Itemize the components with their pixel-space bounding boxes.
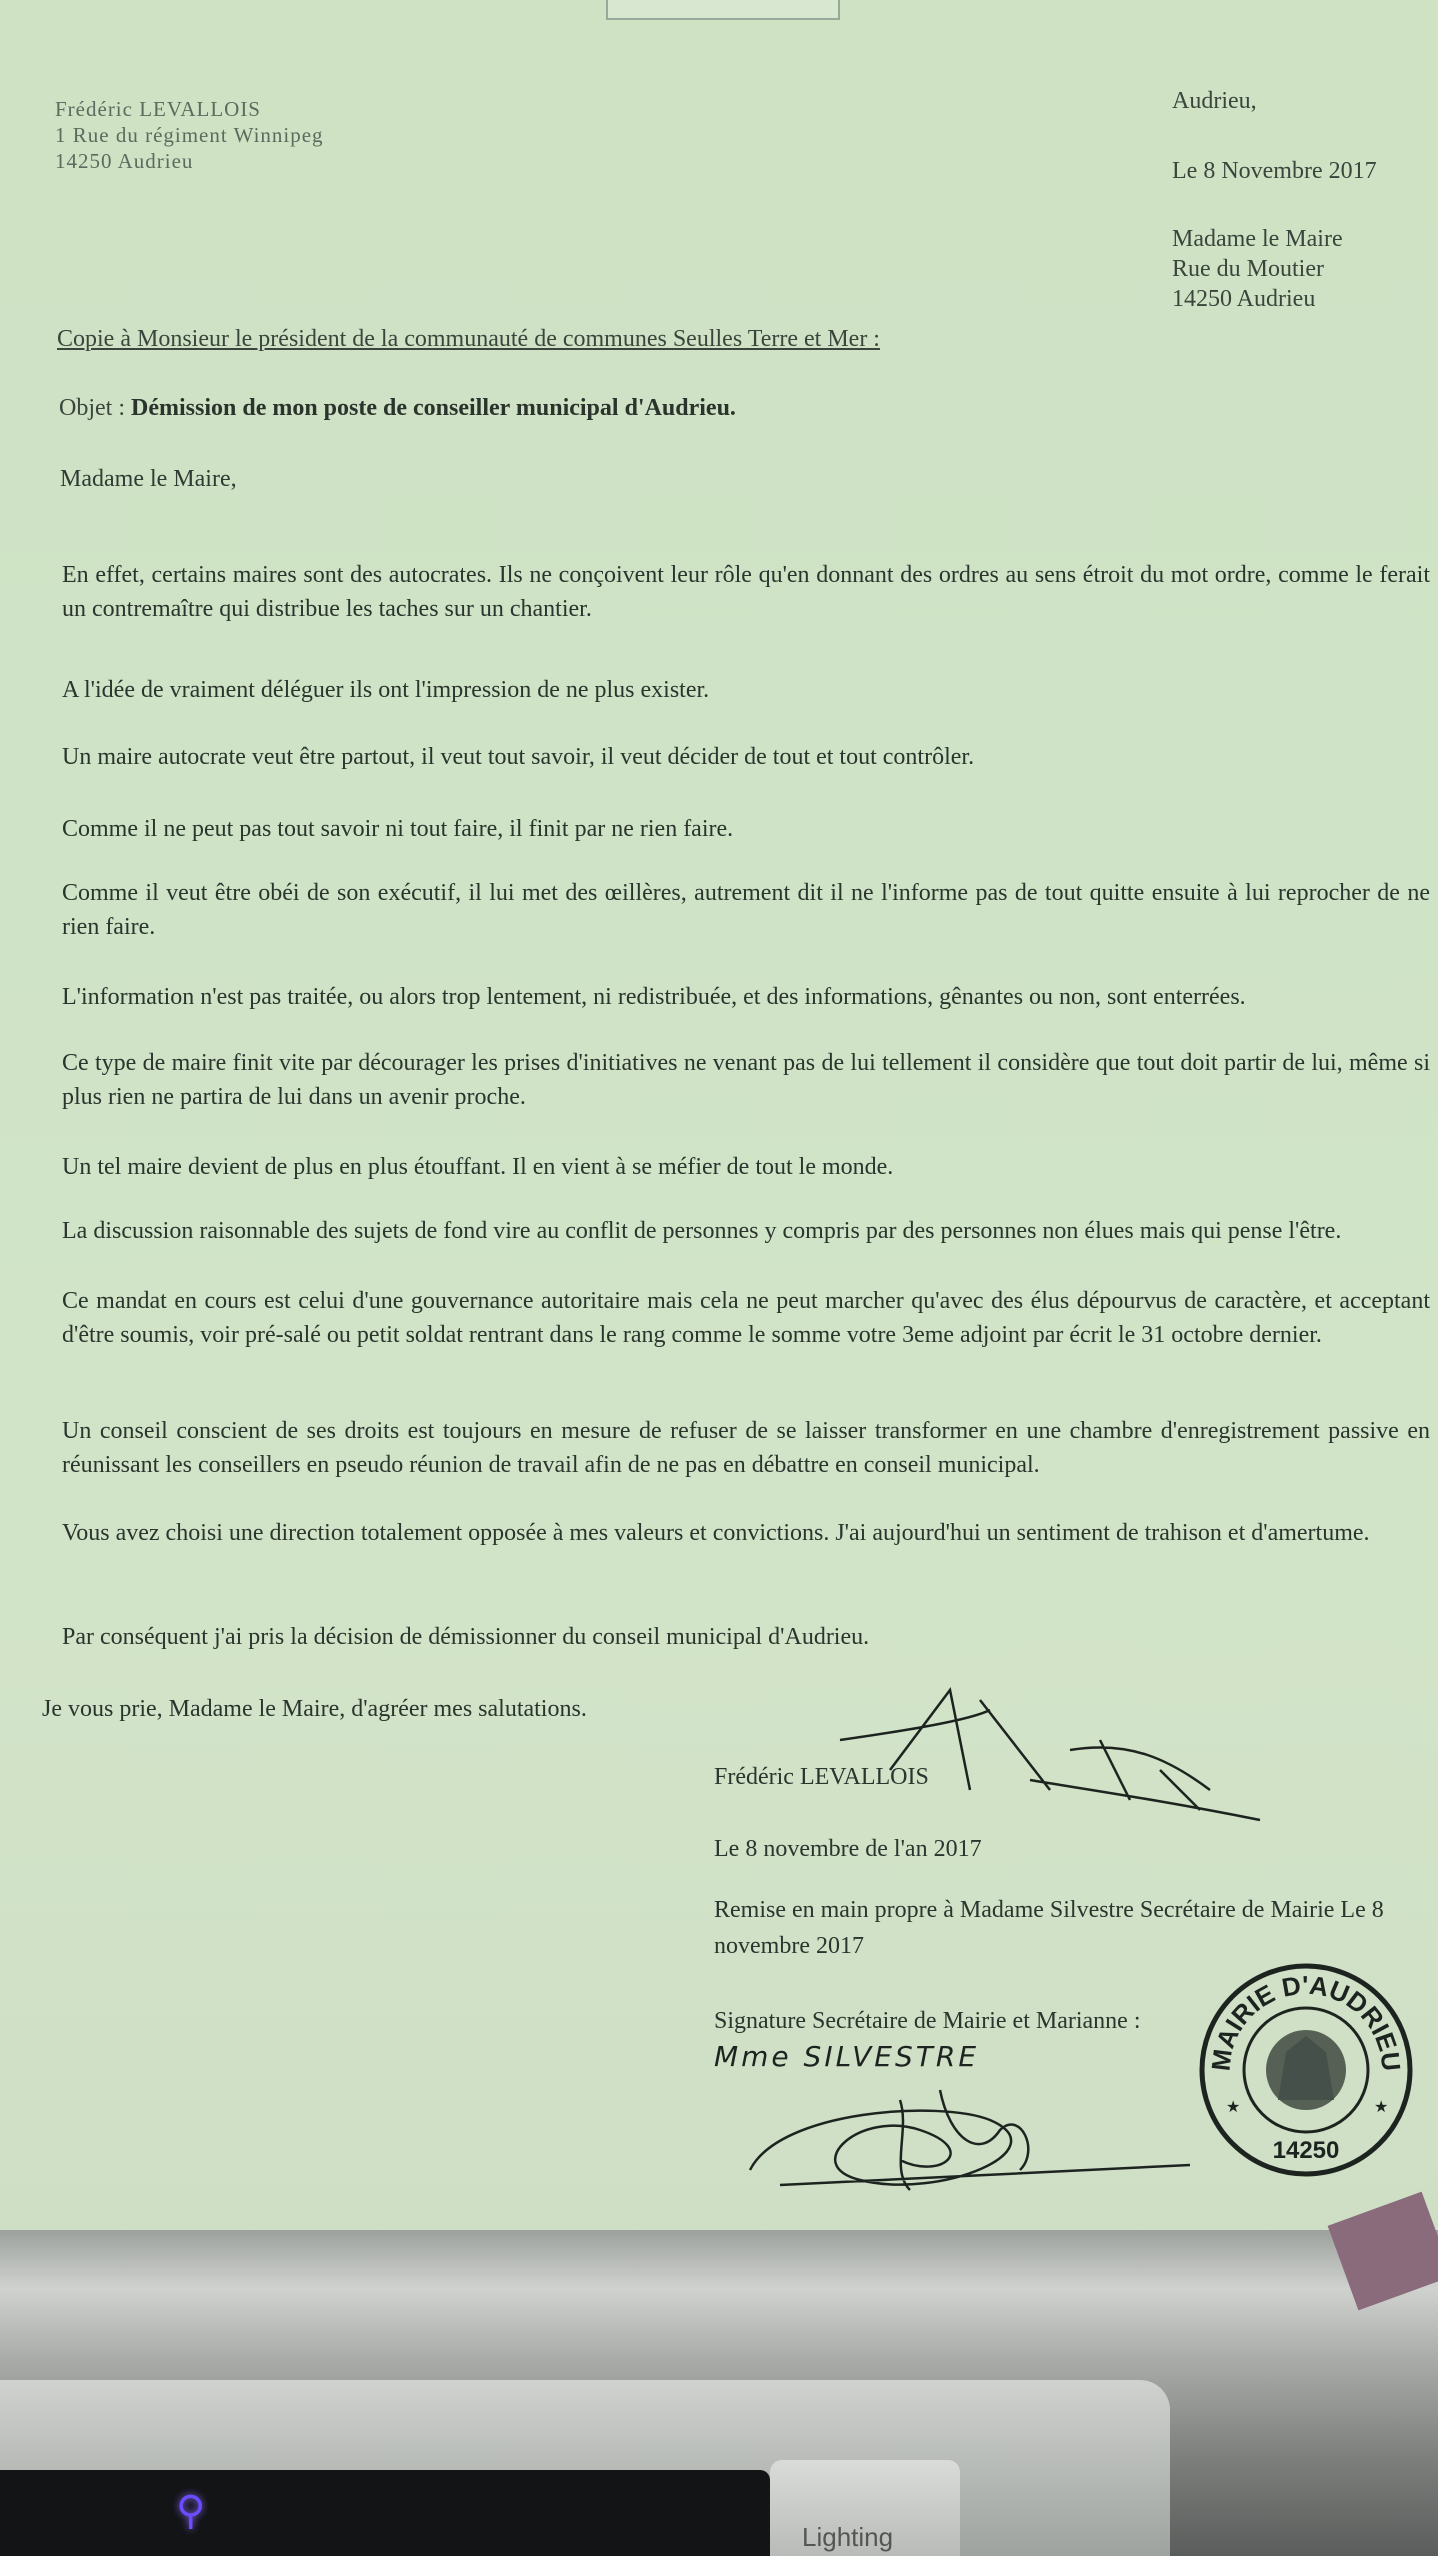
signature-scribble <box>830 1680 1270 1830</box>
signature-label: Signature Secrétaire de Mairie et Marianne : <box>714 2008 1141 2034</box>
greeting: Madame le Maire, <box>60 466 237 492</box>
paragraph: Par conséquent j'ai pris la décision de démissionner du conseil municipal d'Audrieu. <box>62 1624 870 1650</box>
recipient-line1: Madame le Maire <box>1172 226 1343 252</box>
paragraph: Un maire autocrate veut être partout, il veut tout savoir, il veut décider de tout et tout contrôler. <box>62 744 975 770</box>
paragraph: Ce mandat en cours est celui d'une gouvernance autoritaire mais cela ne peut marcher qu'avec des élus dépourvus de caractère, et acceptant d'être soumis, voir pré-salé ou petit soldat rentrant dans le rang comme le somme votre 3eme adjoint par écrit le 31 octobre dernier. <box>62 1288 1430 1348</box>
svg-text:★: ★ <box>1226 2097 1241 2116</box>
sender-address-line1: 1 Rue du régiment Winnipeg <box>55 123 324 147</box>
place: Audrieu, <box>1172 88 1257 114</box>
paragraph: Un tel maire devient de plus en plus étouffant. Il en vient à se méfier de tout le monde. <box>62 1154 894 1180</box>
stamp-top-text: MAIRIE D'AUDRIEU <box>1205 1969 1407 2073</box>
paragraph: La discussion raisonnable des sujets de fond vire au conflit de personnes y compris par des personnes non élues mais qui pense l'être. <box>62 1218 1342 1244</box>
sender-block <box>55 96 324 174</box>
sender-name: Frédéric LEVALLOIS <box>55 97 261 121</box>
paragraph: Vous avez choisi une direction totalement opposée à mes valeurs et convictions. J'ai aujourd'hui un sentiment de trahison et d'amertume. <box>62 1520 1370 1546</box>
closing: Je vous prie, Madame le Maire, d'agréer mes salutations. <box>42 1696 587 1722</box>
stamp-postcode: 14250 <box>1272 2137 1340 2164</box>
lighting-button-label: Lighting <box>802 2522 894 2552</box>
secretary-signature <box>740 2070 1200 2200</box>
paragraph: Ce type de maire finit vite par décourager les prises d'initiatives ne venant pas de lui tellement il considère que tout doit partir de lui, même si plus rien ne partira de lui dans un avenir proche. <box>62 1050 1430 1110</box>
svg-text:★: ★ <box>1374 2097 1389 2116</box>
sender-address-line2: 14250 Audrieu <box>55 149 194 173</box>
handover-note: Remise en main propre à Madame Silvestre Secrétaire de Mairie Le 8 novembre 2017 <box>714 1897 1384 1959</box>
subject-text: Démission de mon poste de conseiller municipal d'Audrieu. <box>131 395 736 421</box>
date: Le 8 Novembre 2017 <box>1172 158 1377 184</box>
subject-label: Objet : <box>59 395 125 421</box>
subject-line <box>59 395 736 422</box>
paragraph: Un conseil conscient de ses droits est toujours en mesure de refuser de se laisser transformer en une chambre d'enregistrement passive en réunissant les conseillers en pseudo réunion de travail afin de ne pas en débattre en conseil municipal. <box>62 1418 1430 1478</box>
bulb-icon: ⚲ <box>176 2488 206 2534</box>
paragraph: L'information n'est pas traitée, ou alors trop lentement, ni redistribuée, et des informations, gênantes ou non, sont enterrées. <box>62 984 1246 1010</box>
paragraph: En effet, certains maires sont des autocrates. Ils ne conçoivent leur rôle qu'en donnant des ordres au sens étroit du mot ordre, comme le ferait un contremaître qui distribue les taches sur un chantier. <box>62 562 1430 622</box>
recipient-block <box>1172 224 1343 314</box>
paper-tab <box>606 0 840 20</box>
paragraph: Comme il veut être obéi de son exécutif, il lui met des œillères, autrement dit il ne l'informe pas de tout quitte ensuite à lui reprocher de ne rien faire. <box>62 880 1430 940</box>
recipient-line2: Rue du Moutier <box>1172 256 1324 282</box>
recipient-line3: 14250 Audrieu <box>1172 286 1316 312</box>
appliance-display <box>0 2470 770 2556</box>
paragraph: A l'idée de vraiment déléguer ils ont l'impression de ne plus exister. <box>62 677 710 703</box>
paragraph: Comme il ne peut pas tout savoir ni tout faire, il finit par ne rien faire. <box>62 816 734 842</box>
copy-line: Copie à Monsieur le président de la communauté de communes Seulles Terre et Mer : <box>57 326 880 352</box>
signature-name: Frédéric LEVALLOIS <box>714 1764 929 1790</box>
handwritten-name: Mme SILVESTRE <box>714 2040 980 2073</box>
mairie-stamp <box>1198 1962 1414 2178</box>
signature-date: Le 8 novembre de l'an 2017 <box>714 1836 982 1862</box>
